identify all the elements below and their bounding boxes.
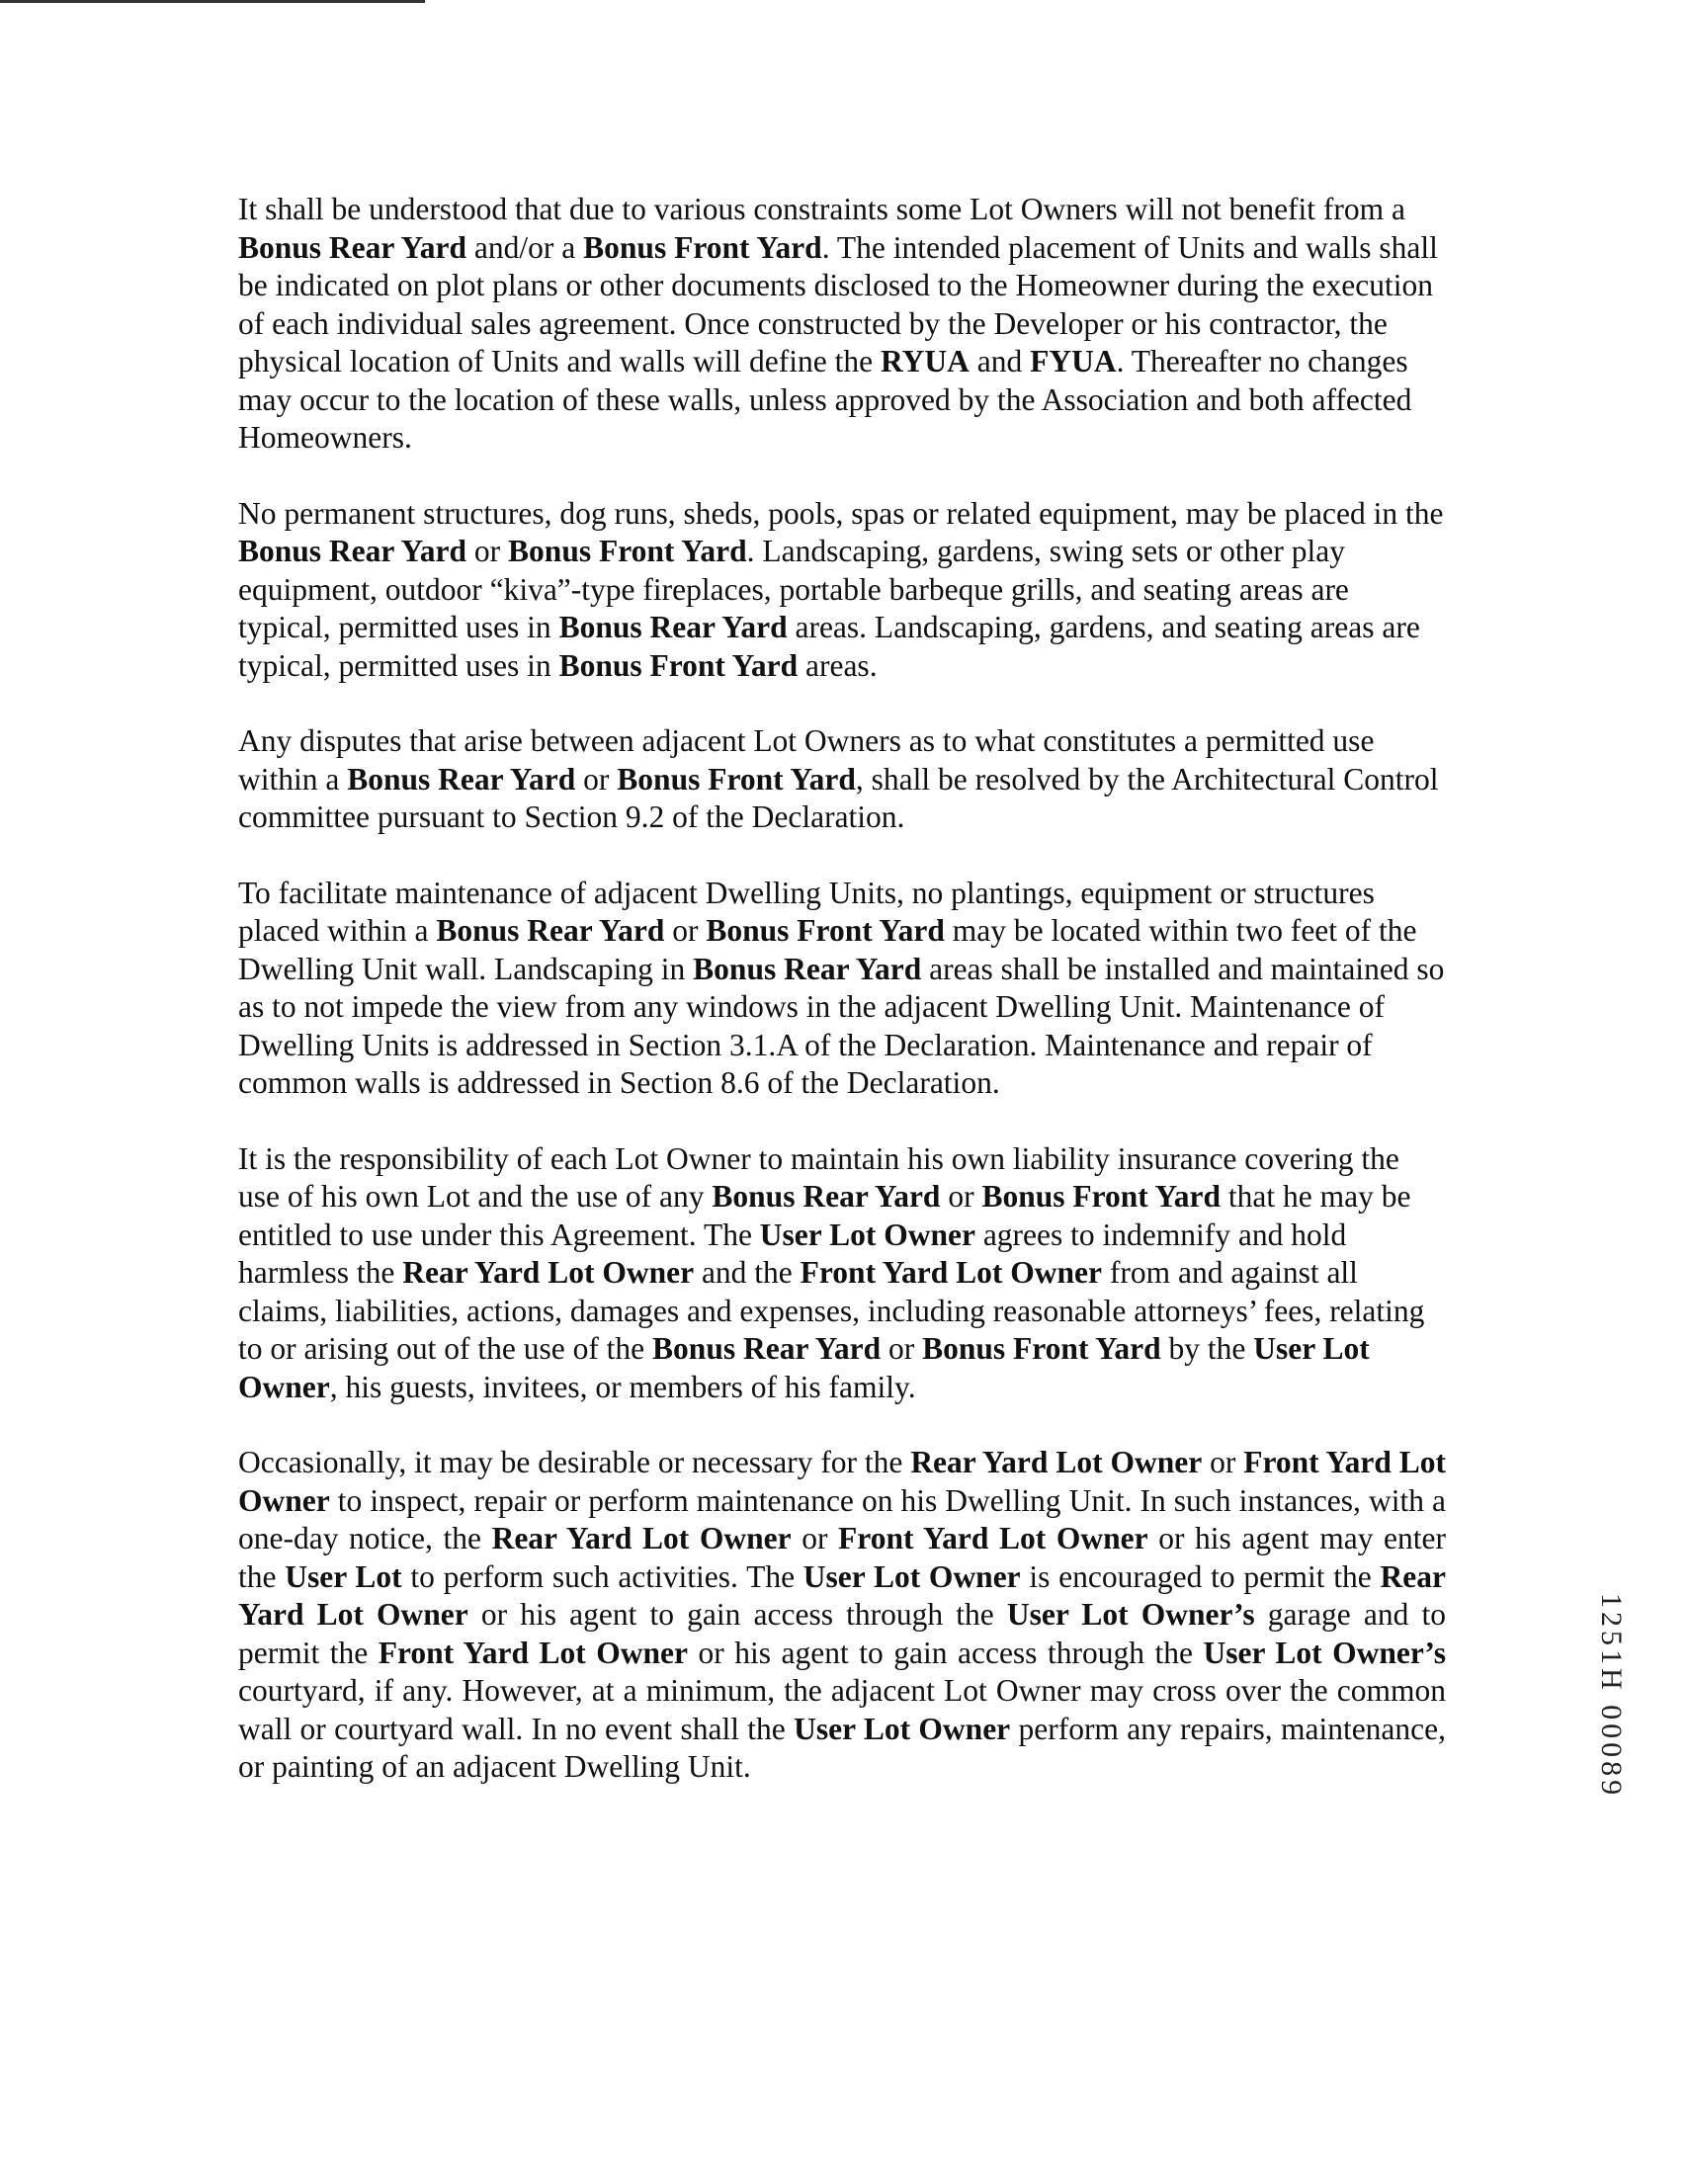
document-body (238, 191, 1446, 1824)
text-run: may be located within two feet of the Dwelling Unit wall. Landscaping in (238, 913, 1417, 986)
defined-term: Front Yard Lot Owner (378, 1635, 688, 1670)
defined-term: Bonus Rear Yard (693, 951, 922, 986)
defined-term: Bonus Front Yard (922, 1331, 1161, 1366)
defined-term: Rear Yard Lot Owner (402, 1255, 695, 1290)
defined-term: Front Yard Lot Owner (800, 1255, 1103, 1290)
paragraph-3 (238, 722, 1446, 837)
text-run: or (791, 1521, 839, 1555)
text-run: that he may be entitled to use under this Agreement. The (238, 1179, 1411, 1252)
defined-term: User Lot Owner (238, 1331, 1370, 1404)
text-run: Any disputes that arise between adjacent Lot Owners as to what constitutes a permitted use within a (238, 723, 1375, 797)
text-run: perform any repairs, maintenance, or painting of an adjacent Dwelling Unit. (238, 1711, 1446, 1784)
defined-term: User Lot Owner (794, 1711, 1011, 1746)
defined-term: User Lot (285, 1558, 402, 1594)
defined-term: Bonus Front Yard (981, 1179, 1222, 1214)
defined-term: Front Yard Lot Owner (838, 1521, 1148, 1555)
defined-term: Bonus Rear Yard (436, 913, 665, 948)
text-run: . Landscaping, gardens, swing sets or other play equipment, outdoor “kiva”-type fireplaces, portable barbeque grills, and seating areas are typical, permitted uses in (238, 534, 1349, 644)
text-run: , his guests, invitees, or members of his family. (329, 1369, 916, 1404)
defined-term: User Lot Owner’s (1006, 1597, 1255, 1632)
defined-term: Bonus Front Yard (508, 534, 747, 568)
text-run: or his agent to gain access through the (467, 1597, 1007, 1632)
text-run: courtyard, if any. However, at a minimum, the adjacent Lot Owner may cross over the common wall or courtyard wall. In no event shall the (238, 1673, 1446, 1746)
defined-term: Rear Yard Lot Owner (491, 1521, 792, 1555)
text-run: Occasionally, it may be desirable or necessary for the (238, 1445, 911, 1479)
text-run: , shall be resolved by the Architectural Control committee pursuant to Section 9.2 of the Declaration. (238, 761, 1439, 834)
defined-term: FYUA (1030, 344, 1117, 378)
text-run: garage and to permit the (238, 1597, 1446, 1670)
text-run: areas. (798, 647, 878, 683)
text-run: and the (694, 1255, 801, 1290)
paragraph-1 (238, 191, 1446, 458)
paragraph-4 (238, 875, 1446, 1103)
text-run: or (881, 1331, 923, 1366)
text-run: from and against all claims, liabilities, actions, damages and expenses, including reasonable attorneys’ fees, relating to or arising out of the use of the (238, 1255, 1425, 1366)
text-run: by the (1160, 1331, 1254, 1366)
defined-term: Bonus Front Yard (583, 229, 822, 265)
defined-term: User Lot Owner’s (1203, 1635, 1447, 1670)
text-run: or (575, 761, 618, 797)
text-run: and/or a (466, 229, 584, 265)
defined-term: Rear Yard Lot Owner (238, 1558, 1446, 1632)
text-run: and (969, 344, 1031, 378)
defined-term: Rear Yard Lot Owner (910, 1445, 1203, 1479)
paragraph-2 (238, 495, 1446, 686)
defined-term: Bonus Rear Yard (238, 229, 467, 265)
text-run: or (940, 1179, 982, 1214)
text-run: It is the responsibility of each Lot Owner to maintain his own liability insurance covering the use of his own Lot and the use of any (238, 1140, 1399, 1214)
defined-term: Bonus Rear Yard (652, 1331, 882, 1366)
text-run: . The intended placement of Units and walls shall be indicated on plot plans or other documents disclosed to the Homeowner during the execution of each individual sales agreement. Once constructed by the Developer or his contractor, the physical location of Units and walls will define the (238, 229, 1438, 378)
defined-term: RYUA (880, 344, 970, 378)
defined-term: Bonus Rear Yard (347, 761, 576, 797)
text-run: To facilitate maintenance of adjacent Dwelling Units, no plantings, equipment or structures placed within a (238, 875, 1375, 948)
text-run: is encouraged to permit the (1020, 1558, 1381, 1594)
paragraph-6 (238, 1444, 1446, 1787)
text-run: or (466, 534, 509, 568)
defined-term: Bonus Front Yard (558, 647, 799, 683)
paragraph-5 (238, 1140, 1446, 1407)
defined-term: Bonus Rear Yard (558, 610, 788, 644)
defined-term: Bonus Front Yard (617, 761, 856, 797)
defined-term: Front Yard Lot Owner (238, 1445, 1446, 1518)
defined-term: Bonus Front Yard (706, 913, 945, 948)
text-run: areas. Landscaping, gardens, and seating areas are typical, permitted uses in (238, 610, 1420, 683)
text-run: . Thereafter no changes may occur to the location of these walls, unless approved by the Association and both affected Homeowners. (238, 344, 1412, 455)
text-run: to inspect, repair or perform maintenance on his Dwelling Unit. In such instances, with a one-day notice, the (238, 1482, 1446, 1555)
text-run: agrees to indemnify and hold harmless the (238, 1217, 1347, 1290)
text-run: or his agent to gain access through the (688, 1635, 1204, 1670)
text-run: or his agent may enter the (238, 1521, 1446, 1594)
text-run: or (664, 913, 707, 948)
text-run: It shall be understood that due to various constraints some Lot Owners will not benefit from a (238, 192, 1406, 226)
top-edge-rule (0, 0, 425, 3)
defined-term: Bonus Rear Yard (238, 534, 467, 568)
defined-term: Bonus Rear Yard (712, 1179, 941, 1214)
bates-stamp: 1251H 00089 (1595, 1593, 1628, 1800)
text-run: No permanent structures, dog runs, sheds, pools, spas or related equipment, may be placed in the (238, 495, 1444, 531)
text-run: to perform such activities. The (401, 1558, 803, 1594)
text-run: or (1202, 1445, 1244, 1479)
defined-term: User Lot Owner (802, 1558, 1021, 1594)
text-run: areas shall be installed and maintained so as to not impede the view from any windows in the adjacent Dwelling Unit. Maintenance of Dwelling Units is addressed in Section 3.1.A of the Declaration. Maintenance and repair of common walls is addressed in Section 8.6 of the Declaration. (238, 951, 1445, 1100)
defined-term: User Lot Owner (759, 1217, 975, 1252)
